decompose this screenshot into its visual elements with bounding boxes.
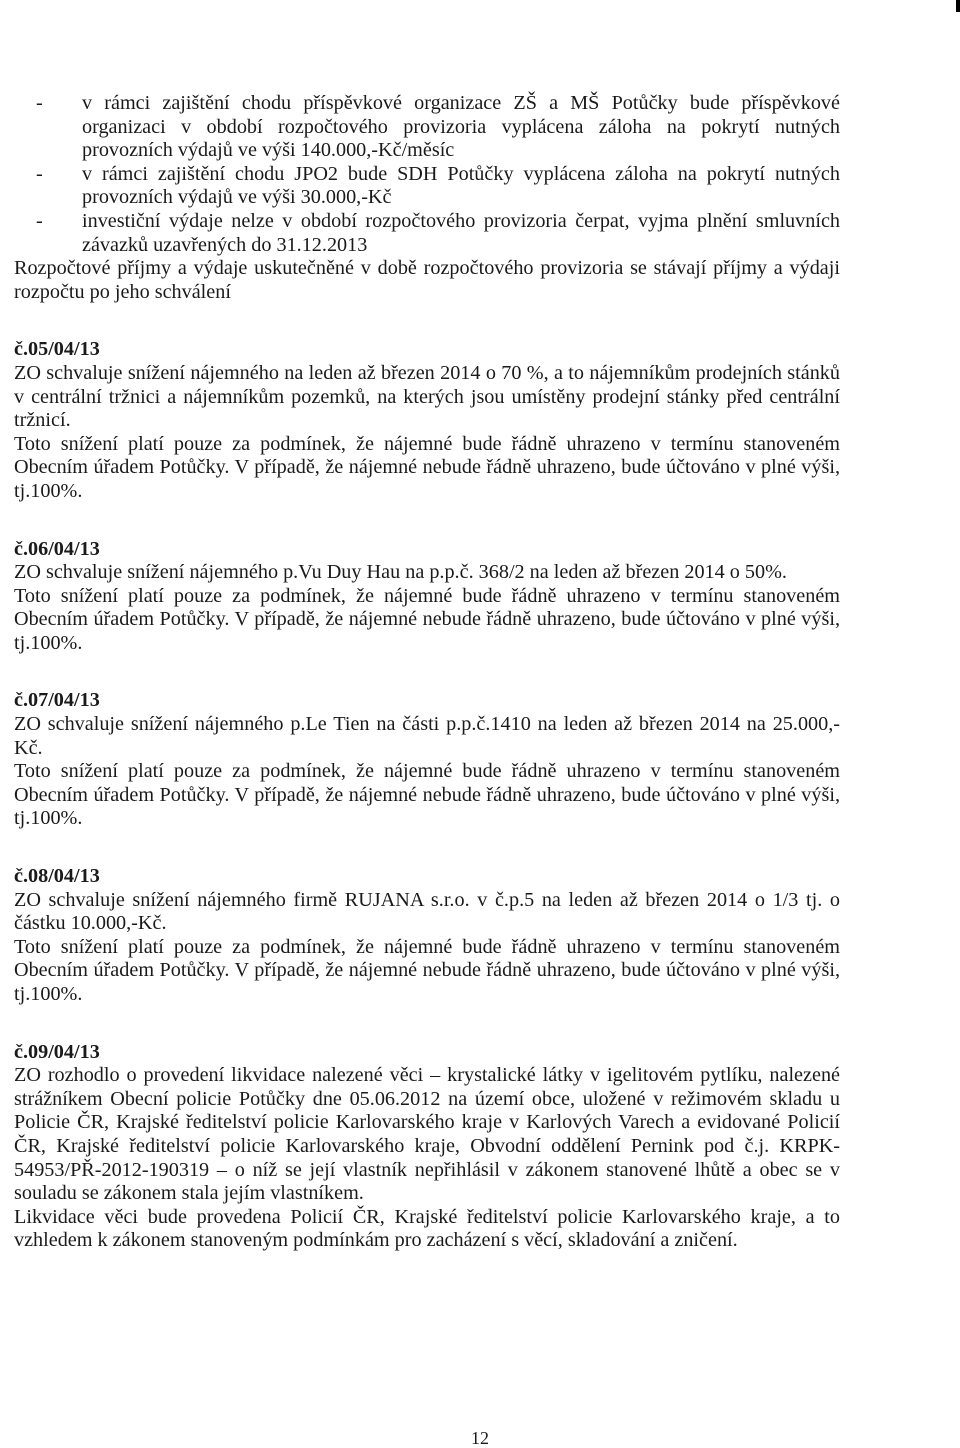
resolution-07 xyxy=(14,689,840,831)
resolution-condition: Toto snížení platí pouze za podmínek, že nájemné bude řádně uhrazeno v termínu stanoveném Obecním úřadem Potůčky. V případě, že nájemné nebude řádně uhrazeno, bude účtováno v plné výši, tj.100%. xyxy=(14,935,840,1005)
intro-paragraph: Rozpočtové příjmy a výdaje uskutečněné v době rozpočtového provizoria se stávají příjmy a výdaji rozpočtu po jeho schválení xyxy=(14,257,840,303)
resolution-number: č.06/04/13 xyxy=(14,537,100,560)
list-item xyxy=(14,163,840,210)
page-number: 12 xyxy=(471,1428,489,1448)
bullet-dash: - xyxy=(36,92,43,114)
resolution-condition: Toto snížení platí pouze za podmínek, že nájemné bude řádně uhrazeno v termínu stanoveném Obecním úřadem Potůčky. V případě, že nájemné nebude řádně uhrazeno, bude účtováno v plné výši, tj.100%. xyxy=(14,584,840,654)
list-item xyxy=(14,210,840,257)
resolution-09 xyxy=(14,1041,840,1253)
bullet-text: v rámci zajištění chodu příspěvkové organizace ZŠ a MŠ Potůčky bude příspěvkové organizaci v období rozpočtového provizoria vyplácena záloha na pokrytí nutných provozních výdajů ve výši 140.000,-Kč/měsíc xyxy=(82,92,840,162)
bullet-text: investiční výdaje nelze v období rozpočtového provizoria čerpat, vyjma plnění smluvních závazků uzavřených do 31.12.2013 xyxy=(82,209,840,256)
resolution-text: ZO schvaluje snížení nájemného na leden až březen 2014 o 70 %, a to nájemníkům prodejních stánků v centrální tržnici a nájemníkům pozemků, na kterých jsou umístěny prodejní stánky před centrální tržnicí. xyxy=(14,361,840,432)
list-item xyxy=(14,92,840,163)
bullet-text: v rámci zajištění chodu JPO2 bude SDH Potůčky vyplácena záloha na pokrytí nutných provozních výdajů ve výši 30.000,-Kč xyxy=(82,162,840,209)
resolution-text: ZO schvaluje snížení nájemného firmě RUJANA s.r.o. v č.p.5 na leden až březen 2014 o 1/3 tj. o částku 10.000,-Kč. xyxy=(14,888,840,935)
document-body xyxy=(14,92,840,1253)
resolution-number: č.05/04/13 xyxy=(14,338,100,361)
bullet-dash: - xyxy=(36,162,43,185)
corner-scan-mark xyxy=(956,0,960,12)
resolution-text: ZO schvaluje snížení nájemného p.Vu Duy Hau na p.p.č. 368/2 na leden až březen 2014 o 50%. xyxy=(14,561,787,584)
resolution-05 xyxy=(14,338,840,503)
bullet-dash: - xyxy=(36,209,43,232)
resolution-liquidation-note: Likvidace věci bude provedena Policií ČR, Krajské ředitelství policie Karlovarského kraje, a to vzhledem k zákonem stanoveným podmínkám pro zacházení s věcí, skladování a zničení. xyxy=(14,1205,840,1252)
resolution-text: ZO rozhodlo o provedení likvidace nalezené věci – krystalické látky v igelitovém pytlíku, nalezené strážníkem Obecní policie Potůčky dne 05.06.2012 na území obce, uložené v režimovém skladu u Policie ČR, Krajské ředitelství policie Karlovarského kraje v Karlových Varech a evidované Policií ČR, Krajské ředitelství policie Karlovarského kraje, Obvodní oddělení Pernink pod č.j. KRPK-54953/PŘ-2012-190319 – o níž se její vlastník nepřihlásil v zákonem stanovené lhůtě a obec se v souladu se zákonem stala jejím vlastníkem. xyxy=(14,1064,840,1205)
resolution-condition: Toto snížení platí pouze za podmínek, že nájemné bude řádně uhrazeno v termínu stanoveném Obecním úřadem Potůčky. V případě, že nájemné nebude řádně uhrazeno, bude účtováno v plné výši, tj.100%. xyxy=(14,432,840,502)
resolution-text: ZO schvaluje snížení nájemného p.Le Tien na části p.p.č.1410 na leden až březen 2014 na 25.000,-Kč. xyxy=(14,713,840,759)
resolution-08 xyxy=(14,865,840,1007)
resolution-number: č.07/04/13 xyxy=(14,689,100,712)
resolution-number: č.09/04/13 xyxy=(14,1040,100,1063)
resolution-condition: Toto snížení platí pouze za podmínek, že nájemné bude řádně uhrazeno v termínu stanoveném Obecním úřadem Potůčky. V případě, že nájemné nebude řádně uhrazeno, bude účtováno v plné výši, tj.100%. xyxy=(14,760,840,830)
budget-provisions-list xyxy=(14,92,840,257)
resolution-06 xyxy=(14,538,840,656)
resolution-number: č.08/04/13 xyxy=(14,865,100,888)
